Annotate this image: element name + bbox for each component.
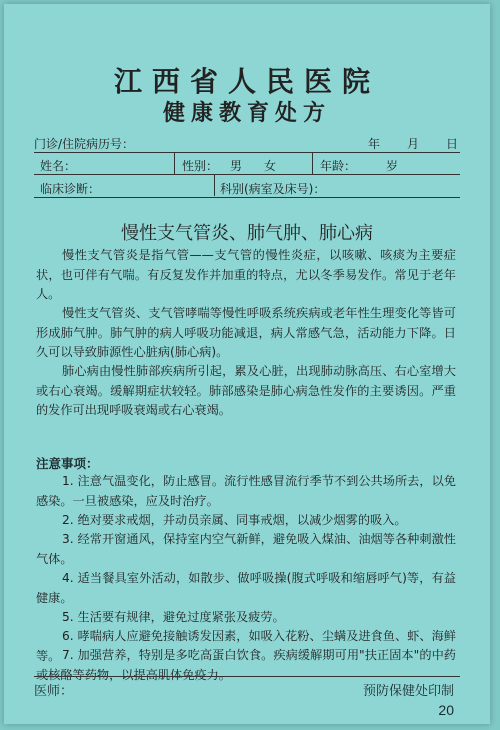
sex-label: 性别： xyxy=(182,159,219,173)
form-title: 健康教育处方 xyxy=(162,100,331,126)
note-item: 7. 加强营养，特别是多吃高蛋白饮食。疾病缓解期可用"扶正固本"的中药或核酪等药物，以提高肌体免疫力。 xyxy=(36,648,456,682)
paragraph: 肺心病由慢性肺部疾病所引起，累及心脏，出现肺动脉高压、右心室增大或右心衰竭。缓解期症状较轻。肺部感染是肺心病急性发作的主要诱因。严重的发作可出现呼吸衰竭或右心衰竭。 xyxy=(36,364,456,417)
article-title: 慢性支气管炎、肺气肿、肺心病 xyxy=(121,223,373,244)
record-number-label: 门诊/住院病历号： xyxy=(34,137,135,151)
day-label: 日 xyxy=(446,137,459,151)
record-row xyxy=(34,135,460,152)
name-label: 姓名： xyxy=(40,159,77,173)
month-label: 月 xyxy=(407,137,420,151)
note-item: 2. 绝对要求戒烟，并动员亲属、同事戒烟，以减少烟雾的吸入。 xyxy=(62,513,407,527)
sex-female-option[interactable]: 女 xyxy=(264,159,277,173)
footer xyxy=(34,680,460,699)
diagnosis-label: 临床诊断： xyxy=(40,182,101,196)
divider xyxy=(34,152,460,153)
divider xyxy=(34,676,460,677)
notes-heading: 注意事项： xyxy=(36,456,99,471)
year-label: 年 xyxy=(368,137,381,151)
paragraph: 慢性支气管炎是指气管——支气管的慢性炎症，以咳嗽、咳痰为主要症状，也可伴有气喘。有反复发作并加重的特点，尤以冬季易发作。常见于老年人。 xyxy=(36,248,456,301)
prescription-sheet xyxy=(4,4,490,724)
note-item: 6. 哮喘病人应避免接触诱发因素，如吸入花粉、尘螨及进食鱼、虾、海鲜等。 xyxy=(36,629,456,663)
printer-label: 预防保健处印制 xyxy=(362,684,454,699)
divider xyxy=(174,153,175,174)
doctor-label: 医师： xyxy=(34,684,74,699)
note-item: 5. 生活要有规律，避免过度紧张及疲劳。 xyxy=(62,610,285,624)
hospital-name: 江西省人民医院 xyxy=(113,65,380,98)
paragraph: 慢性支气管炎、支气管哮喘等慢性呼吸系统疾病或老年性生理变化等皆可形成肺气肿。肺气肿的病人呼吸功能减退，病人常感气急，活动能力下降。日久可以导致肺源性心脏病(肺心病)。 xyxy=(36,306,456,359)
divider xyxy=(34,197,460,198)
department-label: 科别(病室及床号)： xyxy=(220,182,326,196)
divider xyxy=(214,175,215,196)
page-number: 20 xyxy=(438,702,454,718)
note-item: 3. 经常开窗通风，保持室内空气新鲜，避免吸入煤油、油烟等各种刺激性气体。 xyxy=(36,532,456,566)
age-unit: 岁 xyxy=(386,159,399,173)
divider xyxy=(34,174,460,175)
age-label: 年龄： xyxy=(320,159,357,173)
note-item: 4. 适当餐具室外活动，如散步、做呼吸操(腹式呼吸和缩唇呼气)等，有益健康。 xyxy=(36,571,456,605)
sex-male-option[interactable]: 男 xyxy=(230,159,243,173)
note-item: 1. 注意气温变化，防止感冒。流行性感冒流行季节不到公共场所去，以免感染。一旦被感染，应及时治疗。 xyxy=(36,474,456,508)
divider xyxy=(312,153,313,174)
